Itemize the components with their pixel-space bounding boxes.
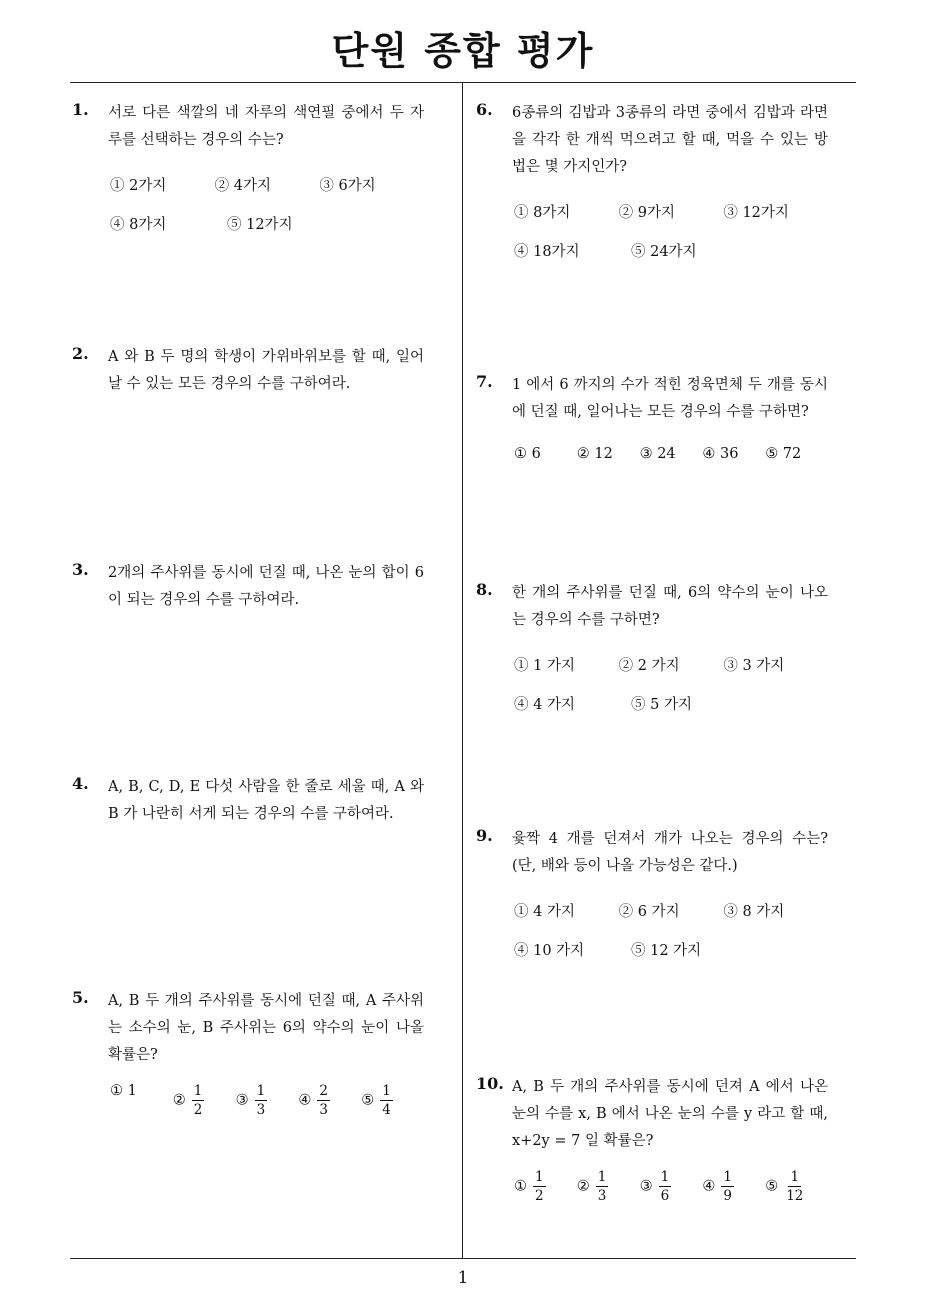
- top-rule: [70, 82, 856, 83]
- question-9: [476, 826, 828, 978]
- option-3[interactable]: ③ 3 가지: [723, 658, 785, 674]
- option-4[interactable]: ④ $\frac{2}{3}$: [298, 1083, 328, 1118]
- question-1: [72, 100, 424, 252]
- option-1[interactable]: ① 6: [514, 446, 541, 462]
- option-1[interactable]: ① 4 가지: [514, 904, 575, 920]
- question-2: [72, 344, 424, 398]
- question-text: 6종류의 김밥과 3종류의 라면 중에서 김밥과 라면을 각각 한 개씩 먹으려고 할 때, 먹을 수 있는 방법은 몇 가지인가?: [512, 105, 828, 175]
- question-text: A, B 두 개의 주사위를 동시에 던질 때, A 주사위는 소수의 눈, B 주사위는 6의 약수의 눈이 나올 확률은?: [108, 993, 424, 1063]
- answer-options: [514, 1169, 828, 1211]
- option-1[interactable]: ① 1 가지: [514, 658, 575, 674]
- question-text: 2개의 주사위를 동시에 던질 때, 나온 눈의 합이 6 이 되는 경우의 수를 구하여라.: [108, 565, 424, 608]
- question-number: 6.: [476, 100, 493, 119]
- question-text: A, B, C, D, E 다섯 사람을 한 줄로 세울 때, A 와 B 가 나란히 서게 되는 경우의 수를 구하여라.: [108, 779, 424, 822]
- answer-options: [110, 174, 424, 252]
- column-divider: [462, 83, 463, 1258]
- option-2[interactable]: ② 6 가지: [618, 904, 680, 920]
- option-5[interactable]: ⑤ 5 가지: [631, 697, 692, 713]
- option-2[interactable]: ② $\frac{1}{2}$: [172, 1083, 203, 1118]
- option-5[interactable]: ⑤ 24가지: [631, 244, 697, 260]
- question-8: [476, 580, 828, 732]
- question-5: [72, 988, 424, 1125]
- option-1[interactable]: ① 8가지: [514, 205, 571, 221]
- question-number: 10.: [476, 1074, 504, 1093]
- answer-options: [514, 446, 828, 485]
- option-2[interactable]: ② 2 가지: [618, 658, 680, 674]
- question-10: [476, 1074, 828, 1211]
- question-number: 4.: [72, 774, 89, 793]
- bottom-rule: [70, 1258, 856, 1259]
- answer-options: [514, 654, 828, 732]
- fraction: $\frac{1}{9}$: [723, 1169, 732, 1204]
- option-4[interactable]: ④ 18가지: [514, 244, 580, 260]
- option-1[interactable]: ① $\frac{1}{2}$: [514, 1169, 544, 1204]
- option-3[interactable]: ③ $\frac{1}{3}$: [235, 1083, 266, 1118]
- option-5[interactable]: ⑤ $\frac{1}{12}$: [765, 1169, 804, 1204]
- question-number: 7.: [476, 372, 493, 391]
- question-number: 8.: [476, 580, 493, 599]
- question-text: A, B 두 개의 주사위를 동시에 던져 A 에서 나온 눈의 수를 x, B 에서 나온 눈의 수를 y 라고 할 때, x+2y = 7 일 확률은?: [512, 1079, 828, 1149]
- option-3[interactable]: ③ 6가지: [319, 178, 376, 194]
- option-2[interactable]: ② 12: [576, 446, 613, 462]
- option-5[interactable]: ⑤ $\frac{1}{4}$: [361, 1083, 391, 1118]
- option-4[interactable]: ④ 4 가지: [514, 697, 575, 713]
- option-1[interactable]: ① 2가지: [110, 178, 167, 194]
- fraction: $\frac{1}{4}$: [382, 1083, 391, 1118]
- option-5[interactable]: ⑤ 72: [765, 446, 802, 462]
- question-4: [72, 774, 424, 828]
- page-number: 1: [457, 1268, 469, 1288]
- question-3: [72, 560, 424, 614]
- option-4[interactable]: ④ 36: [702, 446, 739, 462]
- question-number: 2.: [72, 344, 89, 363]
- question-number: 3.: [72, 560, 89, 579]
- option-2[interactable]: ② $\frac{1}{3}$: [576, 1169, 607, 1204]
- fraction: $\frac{1}{2}$: [193, 1083, 203, 1118]
- option-3[interactable]: ③ 12가지: [723, 205, 789, 221]
- question-number: 9.: [476, 826, 493, 845]
- answer-options: [514, 201, 828, 279]
- option-4[interactable]: ④ $\frac{1}{9}$: [702, 1169, 732, 1204]
- question-text: 1 에서 6 까지의 수가 적힌 정육면체 두 개를 동시에 던질 때, 일어나는 모든 경우의 수를 구하면?: [512, 377, 828, 420]
- fraction: $\frac{1}{3}$: [256, 1083, 266, 1118]
- answer-options: [110, 1083, 424, 1125]
- question-text: 서로 다른 색깔의 네 자루의 색연필 중에서 두 자루를 선택하는 경우의 수는?: [108, 105, 424, 148]
- fraction: $\frac{1}{12}$: [786, 1169, 804, 1204]
- question-text: A 와 B 두 명의 학생이 가위바위보를 할 때, 일어날 수 있는 모든 경우의 수를 구하여라.: [108, 349, 424, 392]
- option-1[interactable]: ① 1: [110, 1083, 137, 1099]
- option-3[interactable]: ③ 24: [639, 446, 676, 462]
- question-7: [476, 372, 828, 485]
- question-number: 5.: [72, 988, 89, 1007]
- question-6: [476, 100, 828, 279]
- fraction: $\frac{1}{3}$: [597, 1169, 607, 1204]
- question-text: 한 개의 주사위를 던질 때, 6의 약수의 눈이 나오는 경우의 수를 구하면?: [512, 585, 828, 628]
- question-text: 윷짝 4 개를 던져서 개가 나오는 경우의 수는? (단, 배와 등이 나올 가능성은 같다.): [512, 831, 828, 874]
- option-5[interactable]: ⑤ 12가지: [227, 217, 293, 233]
- answer-options: [514, 900, 828, 978]
- question-number: 1.: [72, 100, 89, 119]
- option-2[interactable]: ② 4가지: [214, 178, 272, 194]
- option-3[interactable]: ③ 8 가지: [723, 904, 785, 920]
- fraction: $\frac{1}{6}$: [660, 1169, 670, 1204]
- page-title: 단원 종합 평가: [331, 29, 595, 73]
- option-4[interactable]: ④ 10 가지: [514, 943, 585, 959]
- fraction: $\frac{1}{2}$: [535, 1169, 544, 1204]
- option-2[interactable]: ② 9가지: [618, 205, 676, 221]
- fraction: $\frac{2}{3}$: [319, 1083, 328, 1118]
- option-3[interactable]: ③ $\frac{1}{6}$: [639, 1169, 670, 1204]
- option-4[interactable]: ④ 8가지: [110, 217, 167, 233]
- option-5[interactable]: ⑤ 12 가지: [631, 943, 702, 959]
